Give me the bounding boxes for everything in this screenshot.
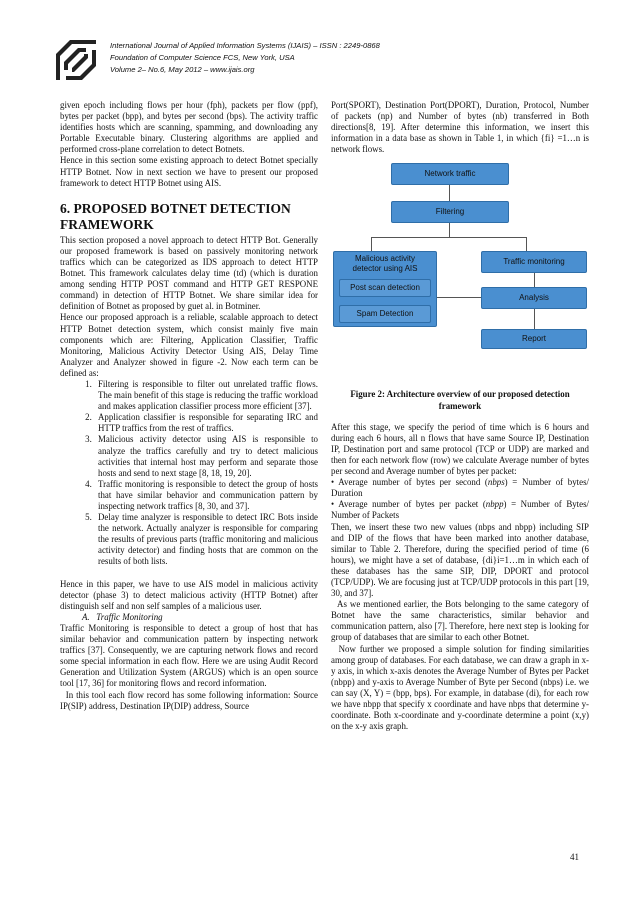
list-item: 1. Filtering is responsible to filter out unrelated traffic flows. The main benefit of this stage is reducing the traffic workload and makes application classifier process more efficient [37]. — [94, 379, 318, 412]
figure-caption: Figure 2: Architecture overview of our proposed detection framework — [350, 389, 570, 411]
list-item: 2. Application classifier is responsible for separating IRC and HTTP traffics from the rest of traffics. — [94, 412, 318, 434]
volume-line: Volume 2– No.6, May 2012 – www.ijais.org — [110, 65, 255, 74]
report-box: Report — [481, 329, 587, 349]
subsection-heading: A. Traffic Monitoring — [82, 611, 163, 622]
paragraph: This section proposed a novel approach to detect HTTP Bot. Generally our proposed framework is based on passively monitoring network traffics which can be categorized as IDS approach to detect HTTP Botnet. This framework calculates delay time (td) (which is duration among sending HTTP POST command and HTTP GET RESPONE command) in detection of HTTP Botnet. We share similar idea for definition of Botnet as proposed by guet al. in Botminer. — [60, 234, 318, 312]
filtering-box: Filtering — [391, 201, 509, 223]
network-traffic-box: Network traffic — [391, 163, 509, 185]
component-list — [60, 379, 318, 568]
list-item: 4. Traffic monitoring is responsible to detect the group of hosts that have similar behavior and communication pattern by inspecting network traffics [8, 30, and 37]. — [94, 479, 318, 512]
left-column — [60, 100, 318, 712]
right-column — [331, 100, 589, 732]
paragraph: Hence our proposed approach is a reliable, scalable approach to detect HTTP Botnet detection system, which consist mainly five main components which are: Filtering, Application Classifier, Traffic Monitoring, Malicious Activity Detector Using AIS, Delay Time Analyzer and Analyzer showed in figure -2. Now each term can be defined as: — [60, 312, 318, 378]
paragraph: Now further we proposed a simple solution for finding similarities among group of databases. For each database, we can draw a graph in x-y axis, in which x-axis denotes the Average Number of Bytes per Packet (nbpp) and y-axis to Average Number of Byte per Second (nbps) i.e. we can say (X, Y) = (bpp, bps). For example, in database (di), for each row we have nbpp that specify x coordinate and have nbps that determine y-coordinate. Both x-coordinate and y-coordinate determine a point (x,y) on the x-y axis graph. — [331, 643, 589, 732]
paragraph: Then, we insert these two new values (nbps and nbpp) including SIP and DIP of the flows that have been marked into another database, similar to Table 2. Therefore, during the specified period of time (6 hours), we might have a set of database, {di}i=1…m in which each of these databases has the same SIP, DIP, DPORT and protocol (TCP/UDP). We are focusing just at TCP/UDP protocols in this part [19, 30, and 37]. — [331, 521, 589, 599]
intro-paragraph: given epoch including flows per hour (fph), packets per flow (ppf), bytes per packet (bpp), and bytes per second (bps). The activity traffic identifies hosts which are scanning, spamming, and downloading any Portable Executable binary. Clustering algorithms are applied and performed cross-plane correlation to detect Botnets. — [60, 100, 318, 155]
traffic-monitoring-box: Traffic monitoring — [481, 251, 587, 273]
malicious-activity-label: Malicious activity detector using AIS — [352, 254, 418, 274]
journal-logo — [56, 40, 96, 80]
architecture-figure — [331, 163, 589, 385]
paragraph: In this tool each flow record has some following information: Source IP(SIP) address, Destination IP(DIP) address, Source — [60, 689, 318, 711]
intro-paragraph-2: Hence in this section some existing approach to detect Botnet specially HTTP Botnet. Now in next section we have to present our proposed framework to detect HTTP Botnet using AIS. — [60, 155, 318, 188]
analysis-box: Analysis — [481, 287, 587, 309]
journal-name: International Journal of Applied Information Systems (IJAIS) – ISSN : 2249-0868 — [110, 41, 380, 50]
publisher-line: Foundation of Computer Science FCS, New York, USA — [110, 53, 295, 62]
bullet-nbpp: • Average number of bytes per packet (nbpp) = Number of Bytes/ Number of Packets — [331, 499, 589, 521]
paragraph: As we mentioned earlier, the Bots belonging to the same category of Botnet have the same characteristics, similar behavior and communication pattern, also [7]. Therefore, here next step is looking for group of databases that are similar to each other Botnet. — [331, 599, 589, 643]
paragraph: Traffic Monitoring is responsible to detect a group of host that has similar behavior and communication pattern by inspecting network traffics [37]. Consequently, we are capturing network flows and record some special information in each flow. Here we are using Audit Record Generation and Utilization System (ARGUS) which is an open source tool [17, 36] for monitoring flows and record information. — [60, 622, 318, 689]
post-scan-box: Post scan detection — [339, 279, 431, 297]
list-item: 5. Delay time analyzer is responsible to detect IRC Bots inside the network. Actually analyzer is responsible for comparing the results of previous parts (traffic monitoring and malicious activity detector) and finding hosts that are common on the results of both lists. — [94, 512, 318, 567]
paragraph: After this stage, we specify the period of time which is 6 hours and during each 6 hours, all n flows that have same Source IP, Destination IP, Destination port and same protocol (TCP or UDP) are marked and then for each network flow (row) we calculate Average number of bytes per second and Average number of bytes per packet: — [331, 421, 589, 477]
bullet-nbps: • Average number of bytes per second (nbps) = Number of bytes/ Duration — [331, 477, 589, 499]
spam-detection-box: Spam Detection — [339, 305, 431, 323]
page-number: 41 — [570, 852, 579, 862]
paragraph: Hence in this paper, we have to use AIS model in malicious activity detector (phase 3) to detect malicious activity (HTTP Botnet) after distinguish self and non self samples of a malicious user. — [60, 578, 318, 611]
paragraph: Port(SPORT), Destination Port(DPORT), Duration, Protocol, Number of packets (np) and Number of bytes (nb) transferred in Both directions[8, 19]. After determine this information, we insert this information in a data base as shown in Table 1, in which {fi} =1…n is network flows. — [331, 100, 589, 155]
running-header — [110, 40, 380, 76]
section-heading: 6. PROPOSED BOTNET DETECTION FRAMEWORK — [60, 200, 291, 232]
list-item: 3. Malicious activity detector using AIS is responsible to analyze the traffics carefully and try to detect malicious activities that internal host may perform and separate those hosts and send to next stage [8, 18, 19, 20]. — [94, 434, 318, 478]
